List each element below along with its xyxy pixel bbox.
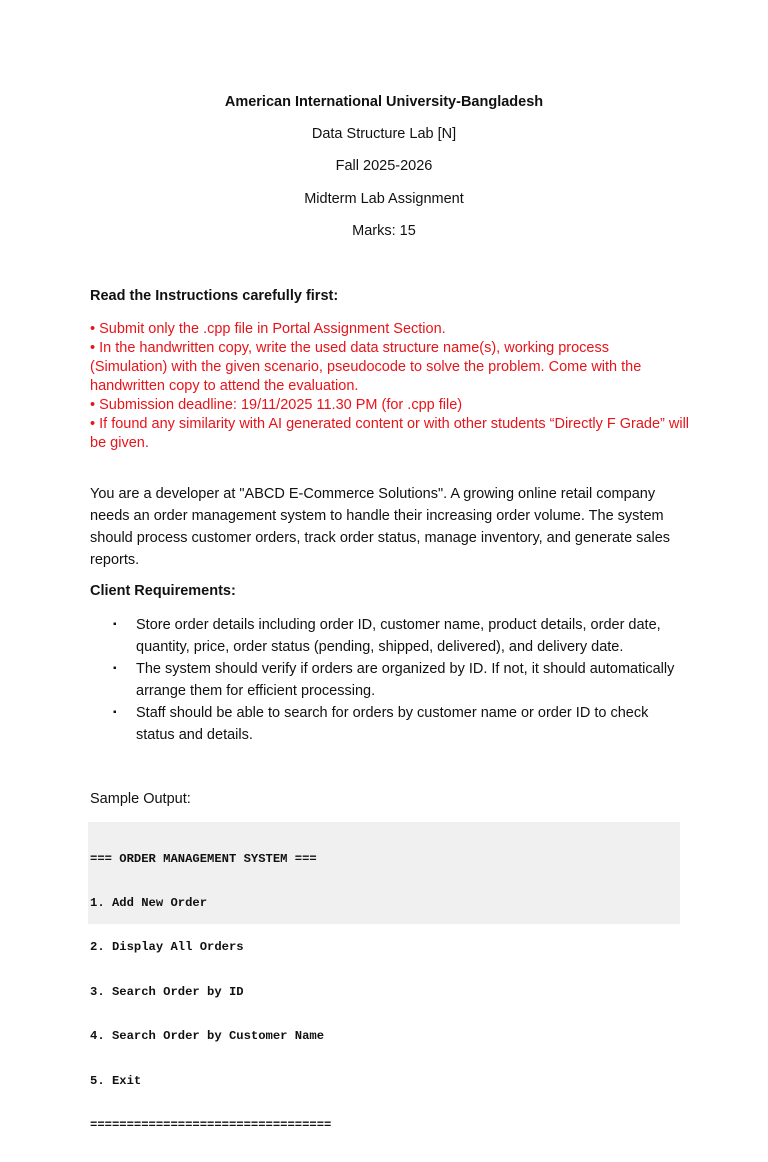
marks: Marks: 15 [352,223,416,239]
code-line: 4. Search Order by Customer Name [90,1029,325,1044]
instruction-item: • In the handwritten copy, write the used data structure name(s), working process (Simulation) with the given scenario, pseudocode to solve the problem. Come with the handwritten copy to attend the evaluation. [90,340,642,394]
requirement-text: Store order details including order ID, customer name, product details, order date, quantity, price, order status (pending, shipped, delivered), and delivery date. [136,617,661,655]
instruction-item: • If found any similarity with AI generated content or with other students “Directly F Grade” will be given. [90,416,690,451]
code-line: 5. Exit [90,1073,142,1088]
course-title: Data Structure Lab [N] [311,126,457,142]
bullet-icon: ▪ [113,619,117,630]
requirements-heading: Client Requirements: [90,583,236,599]
requirement-text: The system should verify if orders are organized by ID. If not, it should automatically arrange them for efficient processing. [136,661,675,699]
bullet-icon: ▪ [113,663,117,674]
requirements-list [90,614,690,746]
scenario-paragraph: You are a developer at "ABCD E-Commerce Solutions". A growing online retail company needs an order management system to handle their increasing order volume. The system should process customer orders, track order status, manage inventory, and generate sales reports. [90,486,671,568]
university-name: American International University-Bangladesh [224,94,544,110]
requirement-item [90,614,690,658]
code-line: 1. Add New Order [90,895,208,910]
sample-output-label: Sample Output: [90,791,191,807]
assignment-title: Midterm Lab Assignment [304,191,464,207]
code-line: 2. Display All Orders [90,940,244,955]
semester: Fall 2025-2026 [335,158,433,174]
instruction-item: • Submit only the .cpp file in Portal Assignment Section. [90,321,446,337]
code-line: 3. Search Order by ID [90,984,244,999]
code-line: === ORDER MANAGEMENT SYSTEM === [90,851,317,866]
instructions-list [90,320,690,453]
requirement-item [90,658,690,702]
instruction-item: • Submission deadline: 19/11/2025 11.30 PM (for .cpp file) [90,397,463,413]
requirement-item [90,702,690,746]
sample-output-code-block [88,822,680,1132]
code-line: ================================= [90,1117,332,1132]
bullet-icon: ▪ [113,707,117,718]
requirement-text: Staff should be able to search for orders by customer name or order ID to check status and details. [136,705,649,743]
instructions-heading: Read the Instructions carefully first: [90,288,339,304]
